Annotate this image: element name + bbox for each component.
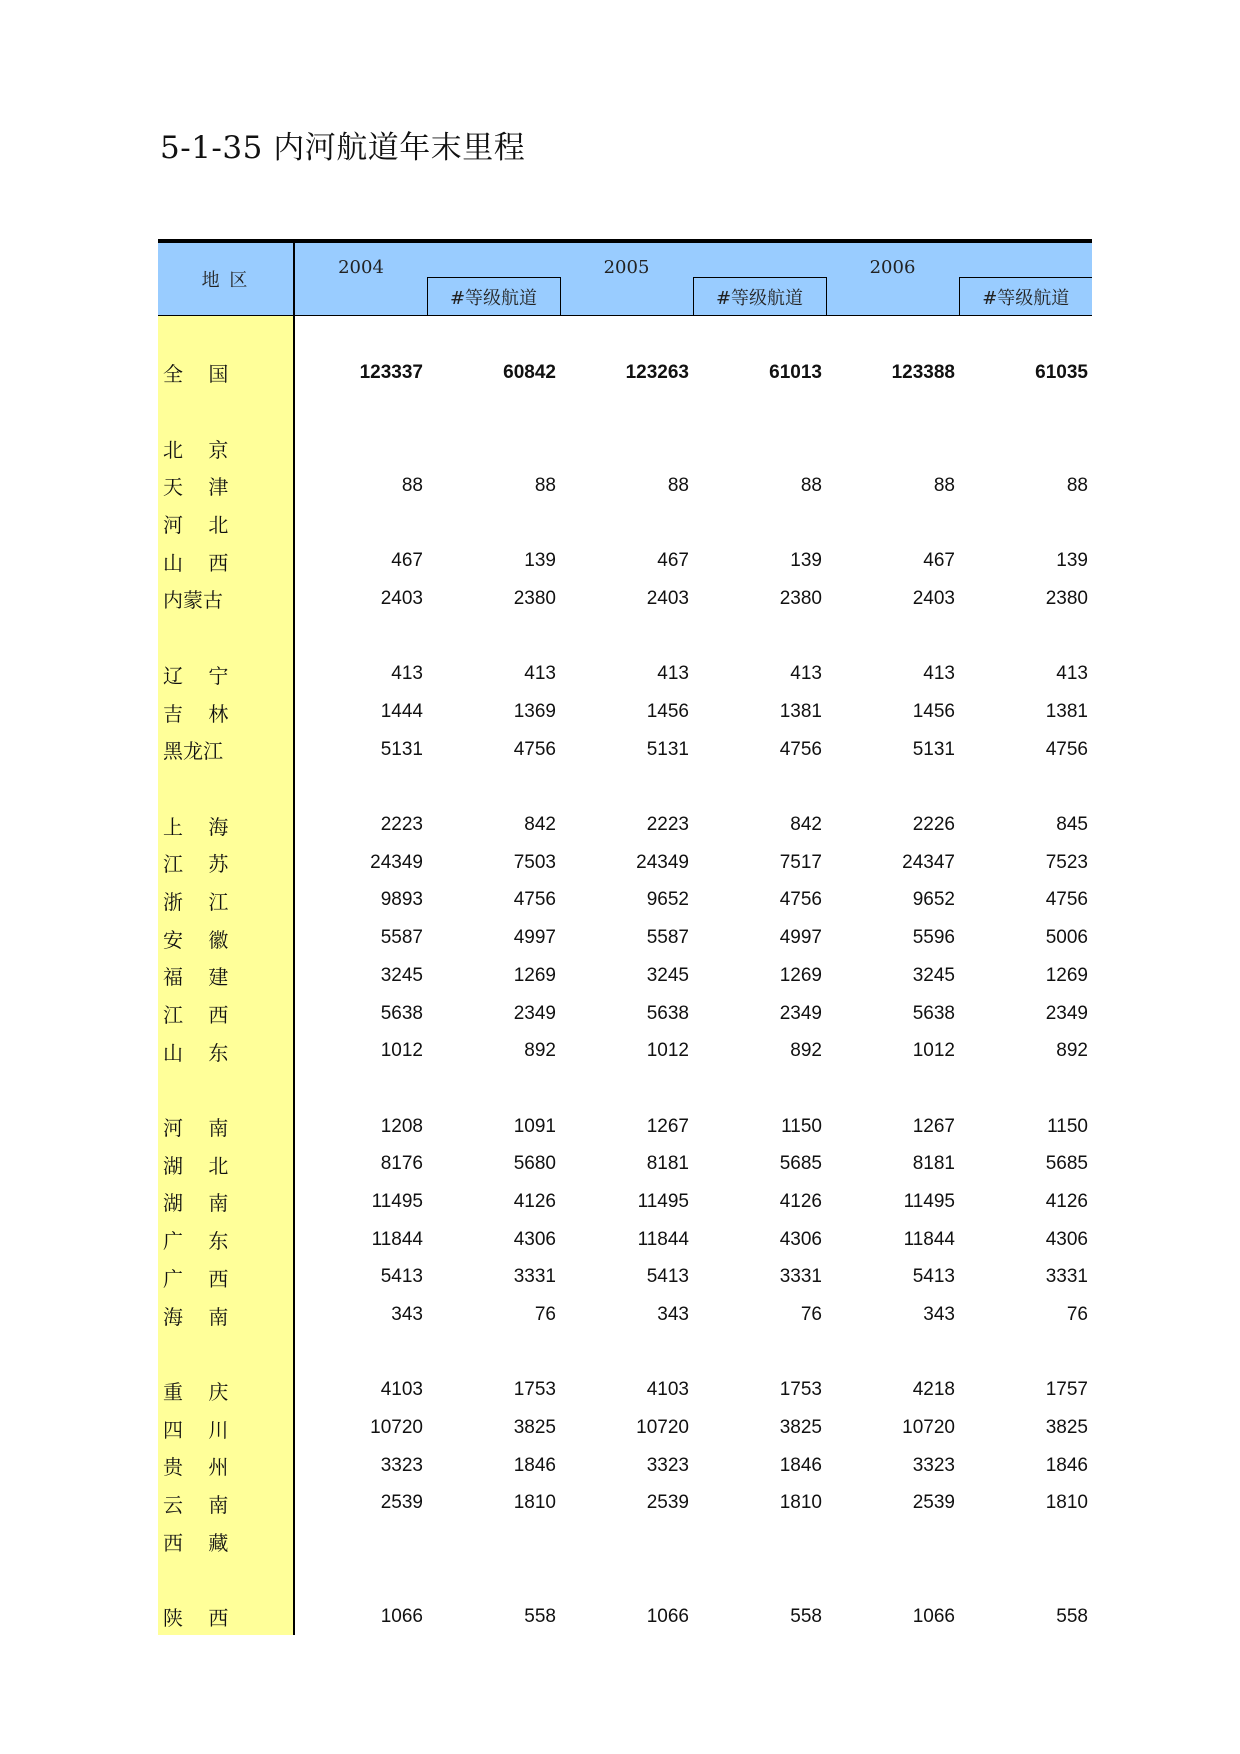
total-2004-cell: 1066 xyxy=(380,1605,423,1627)
table-row xyxy=(158,467,1092,505)
graded-2006-cell: 4756 xyxy=(1045,889,1088,911)
graded-2004-cell: 892 xyxy=(524,1040,556,1062)
value-cell-blank xyxy=(294,1560,427,1598)
spacer-row xyxy=(158,392,1092,430)
total-2005-cell: 88 xyxy=(667,474,689,496)
total-2006-cell: 8181 xyxy=(912,1153,955,1175)
total-2005-cell xyxy=(560,1522,693,1560)
graded-2005-cell: 1846 xyxy=(779,1454,822,1476)
graded-2006-cell: 1846 xyxy=(1045,1454,1088,1476)
value-cell-blank xyxy=(560,1334,693,1372)
graded-2005-cell: 2349 xyxy=(779,1002,822,1024)
value-cell-blank xyxy=(693,1334,826,1372)
total-2004-cell: 3323 xyxy=(380,1454,423,1476)
graded-2004-cell: 60842 xyxy=(503,361,556,383)
region-cell: 湖 南 xyxy=(158,1183,294,1221)
table-row xyxy=(158,505,1092,543)
graded-2006-cell: 2380 xyxy=(1045,587,1088,609)
graded-2006-cell: 3331 xyxy=(1045,1266,1088,1288)
table-row xyxy=(158,1108,1092,1146)
graded-2006-cell: 1757 xyxy=(1045,1379,1088,1401)
region-cell: 贵 州 xyxy=(158,1447,294,1485)
total-2004-cell: 123337 xyxy=(359,361,423,383)
total-2006-cell: 467 xyxy=(923,550,955,572)
graded-waterway-header-2004: #等级航道 xyxy=(427,278,560,316)
page-title: 5-1-35 内河航道年末里程 xyxy=(160,130,526,166)
graded-2004-cell: 2349 xyxy=(513,1002,556,1024)
graded-2005-cell: 4997 xyxy=(779,927,822,949)
year-header-2006-spacer xyxy=(959,241,1092,278)
region-cell: 河 南 xyxy=(158,1108,294,1146)
total-2006-cell: 5413 xyxy=(912,1266,955,1288)
value-cell-blank xyxy=(560,1070,693,1108)
total-2005-cell xyxy=(560,429,693,467)
graded-2005-cell: 2380 xyxy=(779,587,822,609)
total-2005-cell: 4103 xyxy=(646,1379,689,1401)
graded-2004-cell: 4756 xyxy=(513,889,556,911)
spacer-row xyxy=(158,1070,1092,1108)
table-row xyxy=(158,656,1092,694)
table-row xyxy=(158,1522,1092,1560)
region-cell: 全 国 xyxy=(158,354,294,392)
graded-2006-cell: 4756 xyxy=(1045,738,1088,760)
total-2006-cell: 2226 xyxy=(912,814,955,836)
year-header-2005-lower xyxy=(560,278,693,316)
table-row xyxy=(158,844,1092,882)
total-2004-cell: 2223 xyxy=(380,814,423,836)
total-2004-cell: 5638 xyxy=(380,1002,423,1024)
total-2005-cell: 11844 xyxy=(637,1228,689,1250)
value-cell-blank xyxy=(826,1560,959,1598)
total-2004-cell: 9893 xyxy=(380,889,423,911)
graded-2005-cell: 4756 xyxy=(779,738,822,760)
total-2006-cell: 24347 xyxy=(902,851,955,873)
table-row xyxy=(158,1296,1092,1334)
value-cell-blank xyxy=(294,1070,427,1108)
graded-2005-cell: 3825 xyxy=(779,1417,822,1439)
region-cell-blank xyxy=(158,316,294,355)
value-cell-blank xyxy=(693,769,826,807)
graded-2005-cell xyxy=(693,1522,826,1560)
graded-2006-cell xyxy=(959,429,1092,467)
value-cell-blank xyxy=(959,769,1092,807)
inland-waterway-table xyxy=(158,239,1092,1635)
total-2004-cell: 5131 xyxy=(380,738,423,760)
graded-waterway-header-2005: #等级航道 xyxy=(693,278,826,316)
table-row xyxy=(158,882,1092,920)
total-2004-cell xyxy=(294,505,427,543)
total-2006-cell: 2403 xyxy=(912,587,955,609)
total-2005-cell: 467 xyxy=(657,550,689,572)
graded-2005-cell: 139 xyxy=(790,550,822,572)
spacer-row xyxy=(158,1560,1092,1598)
total-2004-cell: 413 xyxy=(391,663,423,685)
total-2004-cell: 5413 xyxy=(380,1266,423,1288)
graded-2004-cell: 76 xyxy=(534,1304,556,1326)
total-2006-cell: 11844 xyxy=(903,1228,955,1250)
graded-2006-cell: 5685 xyxy=(1045,1153,1088,1175)
total-2006-cell: 88 xyxy=(933,474,955,496)
total-2005-cell: 8181 xyxy=(646,1153,689,1175)
region-cell: 海 南 xyxy=(158,1296,294,1334)
total-2006-cell: 343 xyxy=(923,1304,955,1326)
graded-2004-cell: 2380 xyxy=(513,587,556,609)
total-2005-cell: 413 xyxy=(657,663,689,685)
graded-2006-cell: 3825 xyxy=(1045,1417,1088,1439)
graded-2005-cell: 4306 xyxy=(779,1228,822,1250)
table-row xyxy=(158,1221,1092,1259)
table-header xyxy=(158,241,1092,316)
graded-2005-cell: 413 xyxy=(790,663,822,685)
total-2005-cell: 1066 xyxy=(646,1605,689,1627)
total-2006-cell: 4218 xyxy=(912,1379,955,1401)
graded-2004-cell: 1846 xyxy=(513,1454,556,1476)
total-2005-cell: 1456 xyxy=(646,701,689,723)
graded-2006-cell: 413 xyxy=(1056,663,1088,685)
spacer-row xyxy=(158,316,1092,355)
value-cell-blank xyxy=(693,392,826,430)
graded-2004-cell: 4306 xyxy=(513,1228,556,1250)
value-cell-blank xyxy=(294,316,427,355)
graded-2005-cell: 1381 xyxy=(779,701,822,723)
graded-2005-cell: 76 xyxy=(800,1304,822,1326)
total-2004-cell: 11844 xyxy=(371,1228,423,1250)
graded-2006-cell: 4126 xyxy=(1045,1190,1088,1212)
graded-2006-cell: 4306 xyxy=(1045,1228,1088,1250)
value-cell-blank xyxy=(959,1070,1092,1108)
graded-2005-cell: 7517 xyxy=(779,851,822,873)
total-2006-cell: 1012 xyxy=(912,1040,955,1062)
region-cell: 山 西 xyxy=(158,542,294,580)
graded-2004-cell: 5680 xyxy=(513,1153,556,1175)
value-cell-blank xyxy=(560,769,693,807)
value-cell-blank xyxy=(560,392,693,430)
total-2004-cell: 343 xyxy=(391,1304,423,1326)
total-2004-cell: 2403 xyxy=(380,587,423,609)
graded-2005-cell: 3331 xyxy=(779,1266,822,1288)
graded-2005-cell: 1810 xyxy=(779,1492,822,1514)
total-2006-cell xyxy=(826,505,959,543)
region-column-header: 地 区 xyxy=(158,241,294,316)
year-header-2005-spacer xyxy=(693,241,826,278)
value-cell-blank xyxy=(560,618,693,656)
total-row xyxy=(158,354,1092,392)
total-2004-cell: 8176 xyxy=(380,1153,423,1175)
region-cell: 云 南 xyxy=(158,1485,294,1523)
total-2004-cell: 10720 xyxy=(370,1417,423,1439)
graded-2006-cell: 5006 xyxy=(1045,927,1088,949)
total-2005-cell: 5131 xyxy=(646,738,689,760)
total-2005-cell: 5413 xyxy=(646,1266,689,1288)
graded-2004-cell xyxy=(427,1522,560,1560)
graded-2006-cell: 1150 xyxy=(1047,1115,1088,1137)
total-2005-cell: 3323 xyxy=(646,1454,689,1476)
graded-2004-cell xyxy=(427,505,560,543)
total-2005-cell: 1267 xyxy=(646,1115,689,1137)
table-row xyxy=(158,693,1092,731)
value-cell-blank xyxy=(427,316,560,355)
region-cell: 辽 宁 xyxy=(158,656,294,694)
table-row xyxy=(158,542,1092,580)
value-cell-blank xyxy=(294,618,427,656)
region-cell: 陕 西 xyxy=(158,1598,294,1636)
year-header-2004-lower xyxy=(294,278,427,316)
graded-2005-cell xyxy=(693,505,826,543)
region-cell: 福 建 xyxy=(158,957,294,995)
total-2005-cell: 9652 xyxy=(646,889,689,911)
value-cell-blank xyxy=(826,392,959,430)
year-header-2006: 2006 xyxy=(826,241,959,278)
table-row xyxy=(158,429,1092,467)
total-2006-cell: 5596 xyxy=(912,927,955,949)
graded-2005-cell: 1753 xyxy=(779,1379,822,1401)
table-row xyxy=(158,1409,1092,1447)
region-cell-blank xyxy=(158,618,294,656)
total-2004-cell: 1012 xyxy=(380,1040,423,1062)
table-row xyxy=(158,1183,1092,1221)
graded-2004-cell: 3331 xyxy=(513,1266,556,1288)
total-2004-cell: 5587 xyxy=(380,927,423,949)
region-cell: 江 西 xyxy=(158,995,294,1033)
table-row xyxy=(158,957,1092,995)
graded-2004-cell: 413 xyxy=(524,663,556,685)
region-cell-blank xyxy=(158,1560,294,1598)
graded-2004-cell: 3825 xyxy=(513,1417,556,1439)
graded-2004-cell: 4126 xyxy=(513,1190,556,1212)
region-cell: 河 北 xyxy=(158,505,294,543)
total-2006-cell xyxy=(826,1522,959,1560)
total-2004-cell: 4103 xyxy=(380,1379,423,1401)
region-cell: 山 东 xyxy=(158,1032,294,1070)
total-2006-cell: 3245 xyxy=(912,964,955,986)
total-2005-cell: 11495 xyxy=(637,1190,689,1212)
value-cell-blank xyxy=(693,1560,826,1598)
value-cell-blank xyxy=(826,618,959,656)
total-2006-cell: 1456 xyxy=(912,701,955,723)
graded-2006-cell: 76 xyxy=(1066,1304,1088,1326)
year-header-2006-lower xyxy=(826,278,959,316)
total-2004-cell: 1444 xyxy=(380,701,423,723)
value-cell-blank xyxy=(427,618,560,656)
table-row xyxy=(158,1447,1092,1485)
table-row xyxy=(158,1032,1092,1070)
total-2004-cell: 467 xyxy=(391,550,423,572)
value-cell-blank xyxy=(427,769,560,807)
region-cell: 上 海 xyxy=(158,806,294,844)
graded-2005-cell: 4756 xyxy=(779,889,822,911)
graded-2006-cell: 845 xyxy=(1056,814,1088,836)
value-cell-blank xyxy=(294,769,427,807)
total-2005-cell: 5587 xyxy=(646,927,689,949)
region-cell: 重 庆 xyxy=(158,1372,294,1410)
graded-2004-cell: 88 xyxy=(534,474,556,496)
graded-2005-cell: 842 xyxy=(790,814,822,836)
graded-2005-cell: 61013 xyxy=(769,361,822,383)
total-2005-cell: 5638 xyxy=(646,1002,689,1024)
table-row xyxy=(158,1372,1092,1410)
graded-2006-cell: 2349 xyxy=(1045,1002,1088,1024)
year-header-2004: 2004 xyxy=(294,241,427,278)
value-cell-blank xyxy=(294,1334,427,1372)
value-cell-blank xyxy=(826,1334,959,1372)
graded-2005-cell: 88 xyxy=(800,474,822,496)
total-2005-cell: 2403 xyxy=(646,587,689,609)
value-cell-blank xyxy=(693,618,826,656)
value-cell-blank xyxy=(959,392,1092,430)
value-cell-blank xyxy=(959,618,1092,656)
region-cell: 吉 林 xyxy=(158,693,294,731)
graded-2006-cell: 61035 xyxy=(1035,361,1088,383)
graded-2005-cell: 892 xyxy=(790,1040,822,1062)
table-row xyxy=(158,580,1092,618)
region-cell: 北 京 xyxy=(158,429,294,467)
graded-2005-cell: 4126 xyxy=(779,1190,822,1212)
total-2005-cell: 123263 xyxy=(625,361,689,383)
graded-2004-cell: 1753 xyxy=(513,1379,556,1401)
region-cell: 广 东 xyxy=(158,1221,294,1259)
graded-2004-cell: 1269 xyxy=(513,964,556,986)
region-cell: 浙 江 xyxy=(158,882,294,920)
graded-2004-cell: 842 xyxy=(524,814,556,836)
total-2006-cell: 413 xyxy=(923,663,955,685)
value-cell-blank xyxy=(560,316,693,355)
total-2005-cell: 2223 xyxy=(646,814,689,836)
total-2006-cell: 5131 xyxy=(912,738,955,760)
graded-2004-cell: 1369 xyxy=(513,701,556,723)
spacer-row xyxy=(158,618,1092,656)
total-2006-cell: 2539 xyxy=(912,1492,955,1514)
graded-2004-cell: 139 xyxy=(524,550,556,572)
graded-2006-cell xyxy=(959,1522,1092,1560)
total-2004-cell: 88 xyxy=(401,474,423,496)
region-cell: 黑龙江 xyxy=(158,731,294,769)
table-row xyxy=(158,1259,1092,1297)
spacer-row xyxy=(158,769,1092,807)
graded-2006-cell: 7523 xyxy=(1045,851,1088,873)
total-2005-cell: 10720 xyxy=(636,1417,689,1439)
total-2005-cell: 3245 xyxy=(646,964,689,986)
total-2005-cell xyxy=(560,505,693,543)
total-2004-cell xyxy=(294,1522,427,1560)
graded-2004-cell: 1810 xyxy=(513,1492,556,1514)
graded-2004-cell: 4756 xyxy=(513,738,556,760)
value-cell-blank xyxy=(693,316,826,355)
table-row xyxy=(158,1145,1092,1183)
table-row xyxy=(158,731,1092,769)
graded-2005-cell: 1150 xyxy=(781,1115,822,1137)
table-row xyxy=(158,919,1092,957)
value-cell-blank xyxy=(427,1334,560,1372)
region-cell-blank xyxy=(158,1070,294,1108)
total-2005-cell: 1012 xyxy=(646,1040,689,1062)
graded-2005-cell: 5685 xyxy=(779,1153,822,1175)
graded-2004-cell: 7503 xyxy=(513,851,556,873)
total-2004-cell: 11495 xyxy=(371,1190,423,1212)
value-cell-blank xyxy=(427,392,560,430)
total-2006-cell xyxy=(826,429,959,467)
graded-2006-cell: 558 xyxy=(1056,1605,1088,1627)
graded-2006-cell: 1381 xyxy=(1045,701,1088,723)
value-cell-blank xyxy=(959,316,1092,355)
total-2006-cell: 5638 xyxy=(912,1002,955,1024)
total-2006-cell: 1267 xyxy=(912,1115,955,1137)
value-cell-blank xyxy=(826,316,959,355)
graded-2006-cell xyxy=(959,505,1092,543)
region-cell-blank xyxy=(158,769,294,807)
region-cell: 广 西 xyxy=(158,1259,294,1297)
value-cell-blank xyxy=(959,1560,1092,1598)
total-2005-cell: 343 xyxy=(657,1304,689,1326)
graded-2005-cell: 558 xyxy=(790,1605,822,1627)
graded-2006-cell: 88 xyxy=(1066,474,1088,496)
year-header-2005: 2005 xyxy=(560,241,693,278)
value-cell-blank xyxy=(693,1070,826,1108)
region-cell: 湖 北 xyxy=(158,1145,294,1183)
graded-2004-cell xyxy=(427,429,560,467)
total-2004-cell: 2539 xyxy=(380,1492,423,1514)
graded-2005-cell: 1269 xyxy=(779,964,822,986)
table-row xyxy=(158,995,1092,1033)
total-2006-cell: 3323 xyxy=(912,1454,955,1476)
table-row xyxy=(158,1485,1092,1523)
region-cell: 西 藏 xyxy=(158,1522,294,1560)
region-cell: 天 津 xyxy=(158,467,294,505)
value-cell-blank xyxy=(427,1070,560,1108)
region-cell-blank xyxy=(158,392,294,430)
region-cell: 四 川 xyxy=(158,1409,294,1447)
graded-2004-cell: 4997 xyxy=(513,927,556,949)
graded-2006-cell: 1810 xyxy=(1045,1492,1088,1514)
total-2005-cell: 24349 xyxy=(636,851,689,873)
value-cell-blank xyxy=(826,1070,959,1108)
value-cell-blank xyxy=(427,1560,560,1598)
total-2004-cell: 3245 xyxy=(380,964,423,986)
year-header-2004-spacer xyxy=(427,241,560,278)
graded-2005-cell xyxy=(693,429,826,467)
total-2006-cell: 1066 xyxy=(912,1605,955,1627)
region-cell: 安 徽 xyxy=(158,919,294,957)
region-cell-blank xyxy=(158,1334,294,1372)
graded-2004-cell: 558 xyxy=(524,1605,556,1627)
graded-2006-cell: 139 xyxy=(1056,550,1088,572)
total-2004-cell: 24349 xyxy=(370,851,423,873)
graded-2006-cell: 892 xyxy=(1056,1040,1088,1062)
value-cell-blank xyxy=(294,392,427,430)
total-2004-cell: 1208 xyxy=(380,1115,423,1137)
total-2004-cell xyxy=(294,429,427,467)
graded-waterway-header-2006: #等级航道 xyxy=(959,278,1092,316)
total-2006-cell: 123388 xyxy=(891,361,955,383)
graded-2004-cell: 1091 xyxy=(513,1115,556,1137)
region-cell: 江 苏 xyxy=(158,844,294,882)
total-2005-cell: 2539 xyxy=(646,1492,689,1514)
table-row xyxy=(158,1598,1092,1636)
value-cell-blank xyxy=(959,1334,1092,1372)
spacer-row xyxy=(158,1334,1092,1372)
graded-2006-cell: 1269 xyxy=(1045,964,1088,986)
value-cell-blank xyxy=(560,1560,693,1598)
table-body xyxy=(158,316,1092,1636)
region-cell: 内蒙古 xyxy=(158,580,294,618)
total-2006-cell: 10720 xyxy=(902,1417,955,1439)
value-cell-blank xyxy=(826,769,959,807)
total-2006-cell: 11495 xyxy=(903,1190,955,1212)
total-2006-cell: 9652 xyxy=(912,889,955,911)
table-row xyxy=(158,806,1092,844)
